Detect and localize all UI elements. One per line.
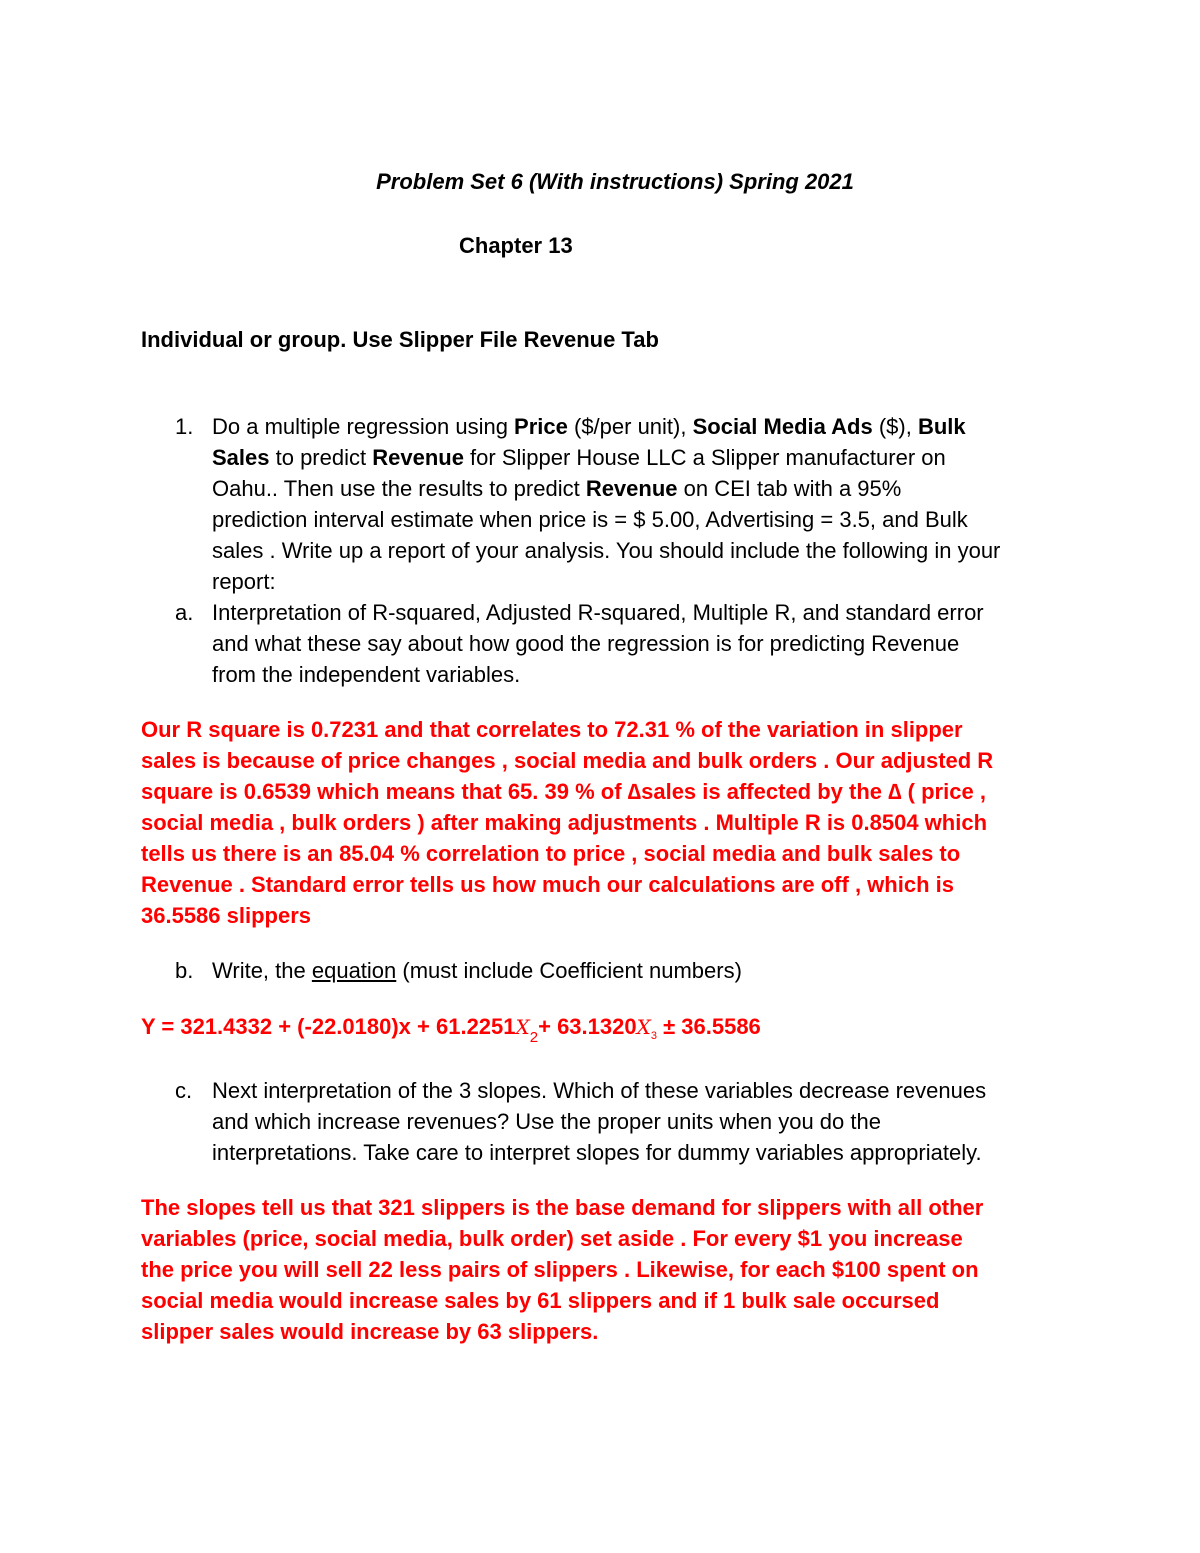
part-a-text bbox=[212, 597, 984, 690]
text-run: (must include Coefficient numbers) bbox=[396, 958, 742, 983]
text-run: for Slipper House LLC a Slipper manufacturer on bbox=[463, 445, 946, 470]
part-a-line: and what these say about how good the regression is for predicting Revenue bbox=[212, 631, 960, 656]
answer-a bbox=[141, 714, 993, 931]
part-b-line bbox=[212, 955, 742, 986]
part-c-text bbox=[212, 1075, 986, 1168]
answer-a-line: 36.5586 slippers bbox=[141, 903, 312, 928]
intro-instruction: Individual or group. Use Slipper File Revenue Tab bbox=[141, 327, 659, 352]
answer-c-line: The slopes tell us that 321 slippers is the base demand for slippers with all other bbox=[141, 1195, 984, 1220]
subscript-2: 2 bbox=[529, 1029, 539, 1046]
bold-term: Revenue bbox=[585, 476, 678, 501]
part-b-text bbox=[212, 955, 742, 986]
regression-equation bbox=[141, 1011, 761, 1047]
bold-term: Revenue bbox=[372, 445, 464, 470]
answer-c bbox=[141, 1192, 983, 1347]
question-1-line bbox=[212, 442, 1000, 473]
chapter-heading: Chapter 13 bbox=[459, 233, 573, 258]
answer-a-line: Our R square is 0.7231 and that correlates to 72.31 % of the variation in slipper bbox=[141, 717, 963, 742]
question-1-line: report: bbox=[212, 569, 276, 594]
part-a-line: from the independent variables. bbox=[212, 662, 521, 687]
underlined-term: equation bbox=[311, 958, 397, 983]
question-1-marker: 1. bbox=[175, 414, 194, 439]
subscript-3: 3 bbox=[650, 1030, 657, 1042]
variable-x3: X bbox=[636, 1015, 651, 1039]
equation-part: Y = 321.4332 + (-22.0180)x + 61.2251 bbox=[141, 1014, 516, 1039]
part-b-marker: b. bbox=[175, 958, 194, 983]
part-c-line: Next interpretation of the 3 slopes. Which of these variables decrease revenues bbox=[212, 1078, 987, 1103]
answer-a-line: tells us there is an 85.04 % correlation to price , social media and bulk sales to bbox=[141, 841, 961, 866]
bold-term: Sales bbox=[212, 445, 270, 470]
answer-a-line: sales is because of price changes , social media and bulk orders . Our adjusted R bbox=[141, 748, 994, 773]
answer-c-line: variables (price, social media, bulk order) set aside . For every $1 you increase bbox=[141, 1226, 963, 1251]
answer-c-line: social media would increase sales by 61 slippers and if 1 bulk sale occursed bbox=[141, 1288, 940, 1313]
answer-a-line: square is 0.6539 which means that 65. 39 % of ∆sales is affected by the ∆ ( price , bbox=[141, 779, 986, 804]
answer-a-line: social media , bulk orders ) after making adjustments . Multiple R is 0.8504 which bbox=[141, 810, 988, 835]
text-run: on CEI tab with a 95% bbox=[677, 476, 902, 501]
equation-part: ± 36.5586 bbox=[656, 1014, 761, 1039]
answer-c-line: slipper sales would increase by 63 slippers. bbox=[141, 1319, 599, 1344]
text-run: ($/per unit), bbox=[567, 414, 693, 439]
answer-a-line: Revenue . Standard error tells us how much our calculations are off , which is bbox=[141, 872, 954, 897]
part-c-line: interpretations. Take care to interpret slopes for dummy variables appropriately. bbox=[212, 1140, 982, 1165]
answer-c-line: the price you will sell 22 less pairs of slippers . Likewise, for each $100 spent on bbox=[141, 1257, 979, 1282]
question-1-text bbox=[212, 411, 1000, 597]
part-c-marker: c. bbox=[175, 1078, 193, 1103]
bold-term: Price bbox=[514, 414, 568, 439]
text-run: Write, the bbox=[212, 958, 312, 983]
text-run: Do a multiple regression using bbox=[212, 414, 515, 439]
text-run: Oahu.. Then use the results to predict bbox=[212, 476, 586, 501]
equation-part: + 63.1320 bbox=[538, 1014, 637, 1039]
text-run: ($), bbox=[872, 414, 918, 439]
text-run: to predict bbox=[269, 445, 373, 470]
question-1-line: prediction interval estimate when price is = $ 5.00, Advertising = 3.5, and Bulk bbox=[212, 507, 968, 532]
part-c-line: and which increase revenues? Use the proper units when you do the bbox=[212, 1109, 881, 1134]
bold-term: Social Media Ads bbox=[692, 414, 873, 439]
variable-x2: X bbox=[515, 1015, 530, 1039]
question-1-line bbox=[212, 473, 1000, 504]
question-1-line bbox=[212, 411, 1000, 442]
part-a-line: Interpretation of R-squared, Adjusted R-squared, Multiple R, and standard error bbox=[212, 600, 984, 625]
part-a-marker: a. bbox=[175, 600, 194, 625]
question-1-line: sales . Write up a report of your analysis. You should include the following in your bbox=[212, 538, 1001, 563]
bold-term: Bulk bbox=[917, 414, 966, 439]
document-title: Problem Set 6 (With instructions) Spring 2021 bbox=[376, 169, 854, 194]
